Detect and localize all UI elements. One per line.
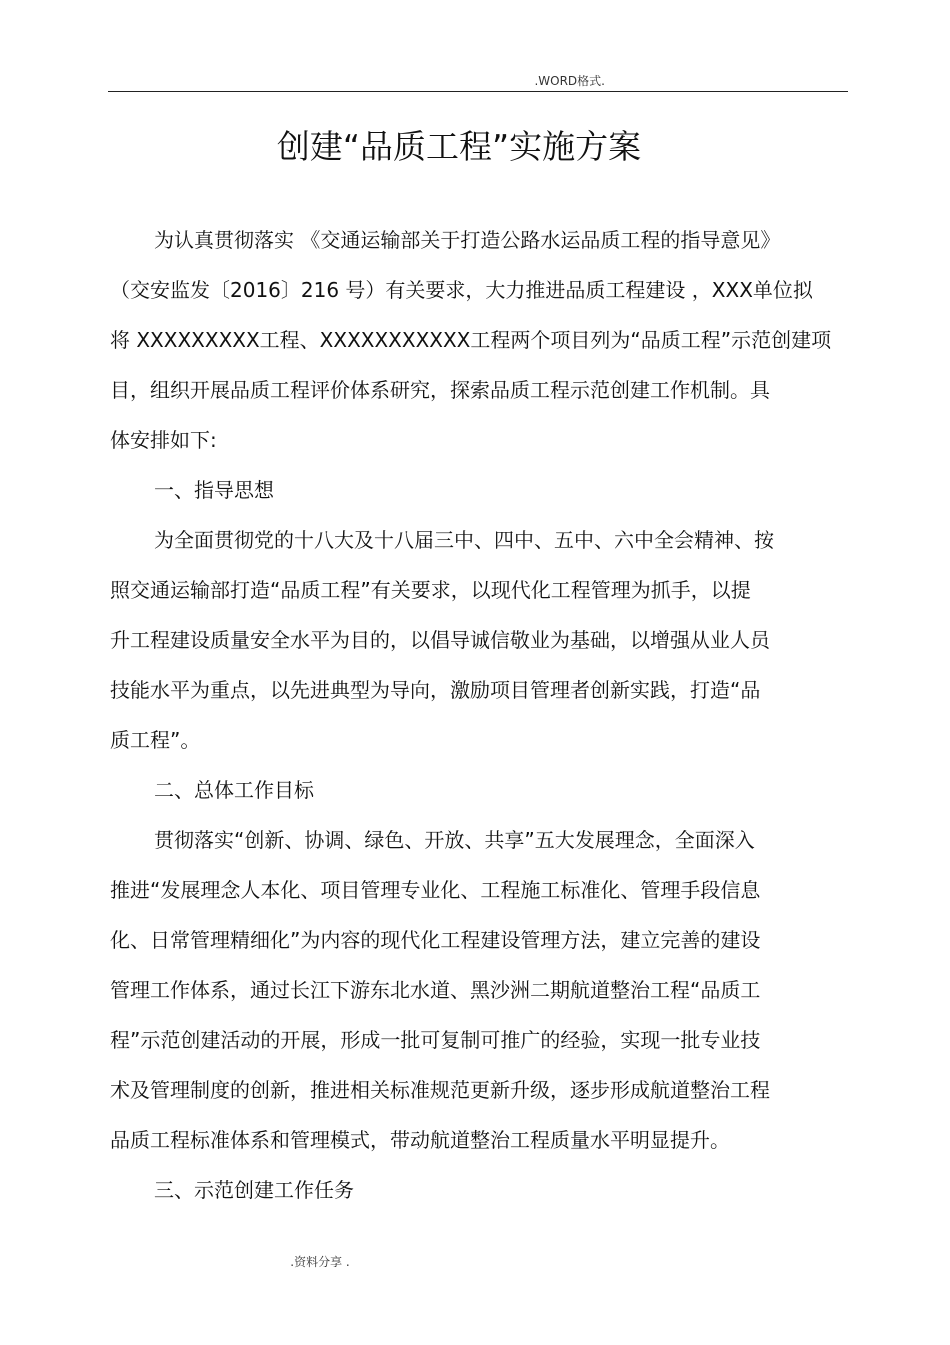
paragraph-line: 照交通运输部打造“品质工程”有关要求，以现代化工程管理为抓手，以提 xyxy=(110,578,751,602)
section-heading: 一、指导思想 xyxy=(154,478,274,502)
paragraph-line: 术及管理制度的创新，推进相关标准规范更新升级，逐步形成航道整治工程 xyxy=(110,1078,770,1102)
paragraph-line: 体安排如下: xyxy=(110,428,217,452)
paragraph-line: 管理工作体系，通过长江下游东北水道、黑沙洲二期航道整治工程“品质工 xyxy=(110,978,761,1002)
document-title: 创建“品质工程”实施方案 xyxy=(276,127,642,166)
header-label: .WORD格式. xyxy=(534,74,605,88)
document-body xyxy=(110,215,850,1215)
paragraph-line: 技能水平为重点，以先进典型为导向，激励项目管理者创新实践，打造“品 xyxy=(110,678,761,702)
paragraph-line: 程”示范创建活动的开展，形成一批可复制可推广的经验，实现一批专业技 xyxy=(110,1028,761,1052)
paragraph-line: （交安监发〔2016〕216 号）有关要求，大力推进品质工程建设 ，XXX单位拟 xyxy=(110,278,813,302)
paragraph-line: 贯彻落实“创新、协调、绿色、开放、共享”五大发展理念，全面深入 xyxy=(154,828,755,852)
paragraph-line: 升工程建设质量安全水平为目的，以倡导诚信敬业为基础，以增强从业人员 xyxy=(110,628,770,652)
section-heading: 二、总体工作目标 xyxy=(154,778,314,802)
paragraph-line: 推进“发展理念人本化、项目管理专业化、工程施工标准化、管理手段信息 xyxy=(110,878,761,902)
paragraph-line: 为认真贯彻落实 《交通运输部关于打造公路水运品质工程的指导意见》 xyxy=(154,228,781,252)
paragraph-line: 将 XXXXXXXXX工程、XXXXXXXXXXX工程两个项目列为“品质工程”示范创建项 xyxy=(110,328,832,352)
paragraph-line: 化、日常管理精细化”为内容的现代化工程建设管理方法，建立完善的建设 xyxy=(110,928,761,952)
paragraph-line: 质工程”。 xyxy=(110,728,201,752)
paragraph-line: 品质工程标准体系和管理模式，带动航道整治工程质量水平明显提升。 xyxy=(110,1128,730,1152)
page-footer: .资料分享 . xyxy=(290,1255,350,1269)
paragraph-line: 目，组织开展品质工程评价体系研究，探索品质工程示范创建工作机制。具 xyxy=(110,378,770,402)
header-divider xyxy=(108,91,848,92)
section-heading: 三、示范创建工作任务 xyxy=(154,1178,354,1202)
paragraph-line: 为全面贯彻党的十八大及十八届三中、四中、五中、六中全会精神、按 xyxy=(154,528,774,552)
